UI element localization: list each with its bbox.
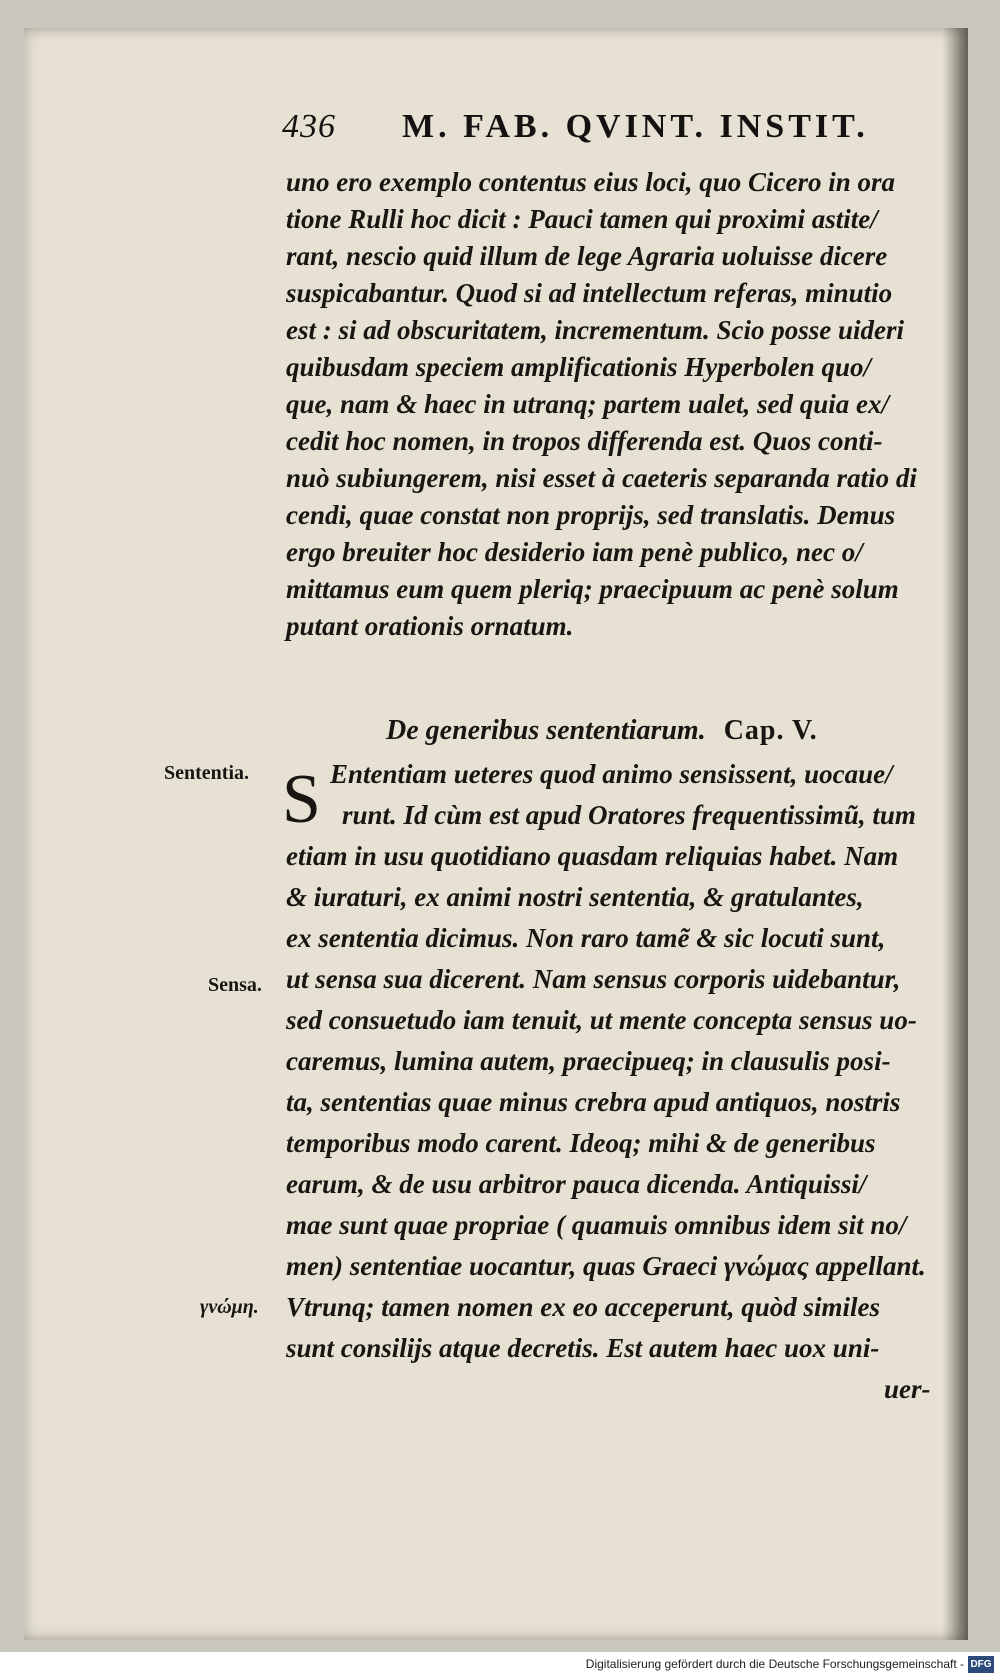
text-line: rant, nescio quid illum de lege Agraria uoluisse dicere [286, 241, 888, 271]
text-line: tione Rulli hoc dicit : Pauci tamen qui proximi astite/ [286, 204, 878, 234]
page-gutter-shadow [942, 28, 968, 1640]
text-line: runt. Id cùm est apud Oratores frequentissimũ, tum [342, 800, 916, 830]
margin-note: Sensa. [208, 974, 262, 996]
text-line: & iuraturi, ex animi nostri sententia, & gratulantes, [286, 882, 864, 912]
text-line: quibusdam speciem amplificationis Hyperbolen quo/ [286, 352, 872, 382]
drop-cap: S [282, 761, 321, 838]
margin-note: Sententia. [164, 762, 249, 784]
text-line: Ententiam ueteres quod animo sensissent, uocaue/ [330, 759, 893, 789]
text-line: suspicabantur. Quod si ad intellectum referas, minutio [286, 278, 893, 308]
text-line: men) sententiae uocantur, quas Graeci γνώμας appellant. [286, 1251, 926, 1281]
text-line: mae sunt quae propriae ( quamuis omnibus idem sit no/ [286, 1210, 907, 1240]
text-line: sed consuetudo iam tenuit, ut mente concepta sensus uo- [286, 1005, 917, 1035]
text-line: ergo breuiter hoc desiderio iam penè publico, nec o/ [286, 537, 863, 567]
text-line: uno ero exemplo contentus eius loci, quo Cicero in ora [286, 167, 896, 197]
text-line: caremus, lumina autem, praecipueq; in clausulis posi- [286, 1046, 891, 1076]
text-line: ut sensa sua dicerent. Nam sensus corporis uidebantur, [286, 964, 901, 994]
dfg-logo-icon: DFG [968, 1656, 994, 1673]
margin-note: γνώμη. [200, 1296, 259, 1318]
chapter-heading [386, 715, 818, 747]
text-line: cedit hoc nomen, in tropos differenda est. Quos conti- [286, 426, 883, 456]
running-head: M. FAB. QVINT. INSTIT. [402, 108, 869, 145]
text-line: cendi, quae constat non proprijs, sed translatis. Demus [286, 500, 896, 530]
text-line: putant orationis ornatum. [286, 611, 574, 641]
text-line: temporibus modo carent. Ideoq; mihi & de generibus [286, 1128, 876, 1158]
text-line: est : si ad obscuritatem, incrementum. Scio posse uideri [286, 315, 905, 345]
footer-bar [0, 1652, 1000, 1679]
text-line: nuò subiungerem, nisi esset à caeteris separanda ratio di [286, 463, 917, 493]
chapter-title: De generibus sententiarum. [386, 715, 706, 746]
text-line: ex sententia dicimus. Non raro tamẽ & sic locuti sunt, [286, 923, 886, 953]
footer-credit: Digitalisierung gefördert durch die Deutsche Forschungsgemeinschaft - [585, 1657, 964, 1671]
text-line: ta, sententias quae minus crebra apud antiquos, nostris [286, 1087, 901, 1117]
text-line: mittamus eum quem pleriq; praecipuum ac penè solum [286, 574, 899, 604]
page-number: 436 [282, 108, 336, 145]
chapter-number: Cap. V. [723, 715, 818, 746]
text-line: sunt consilijs atque decretis. Est autem haec uox uni- [286, 1333, 880, 1363]
text-line: earum, & de usu arbitror pauca dicenda. Antiquissi/ [286, 1169, 867, 1199]
text-line: Vtrunq; tamen nomen ex eo acceperunt, quòd similes [286, 1292, 881, 1322]
text-line: etiam in usu quotidiano quasdam reliquias habet. Nam [286, 841, 899, 871]
text-line: uer- [884, 1374, 931, 1404]
page-header [282, 108, 922, 152]
text-line: que, nam & haec in utranq; partem ualet, sed quia ex/ [286, 389, 890, 419]
